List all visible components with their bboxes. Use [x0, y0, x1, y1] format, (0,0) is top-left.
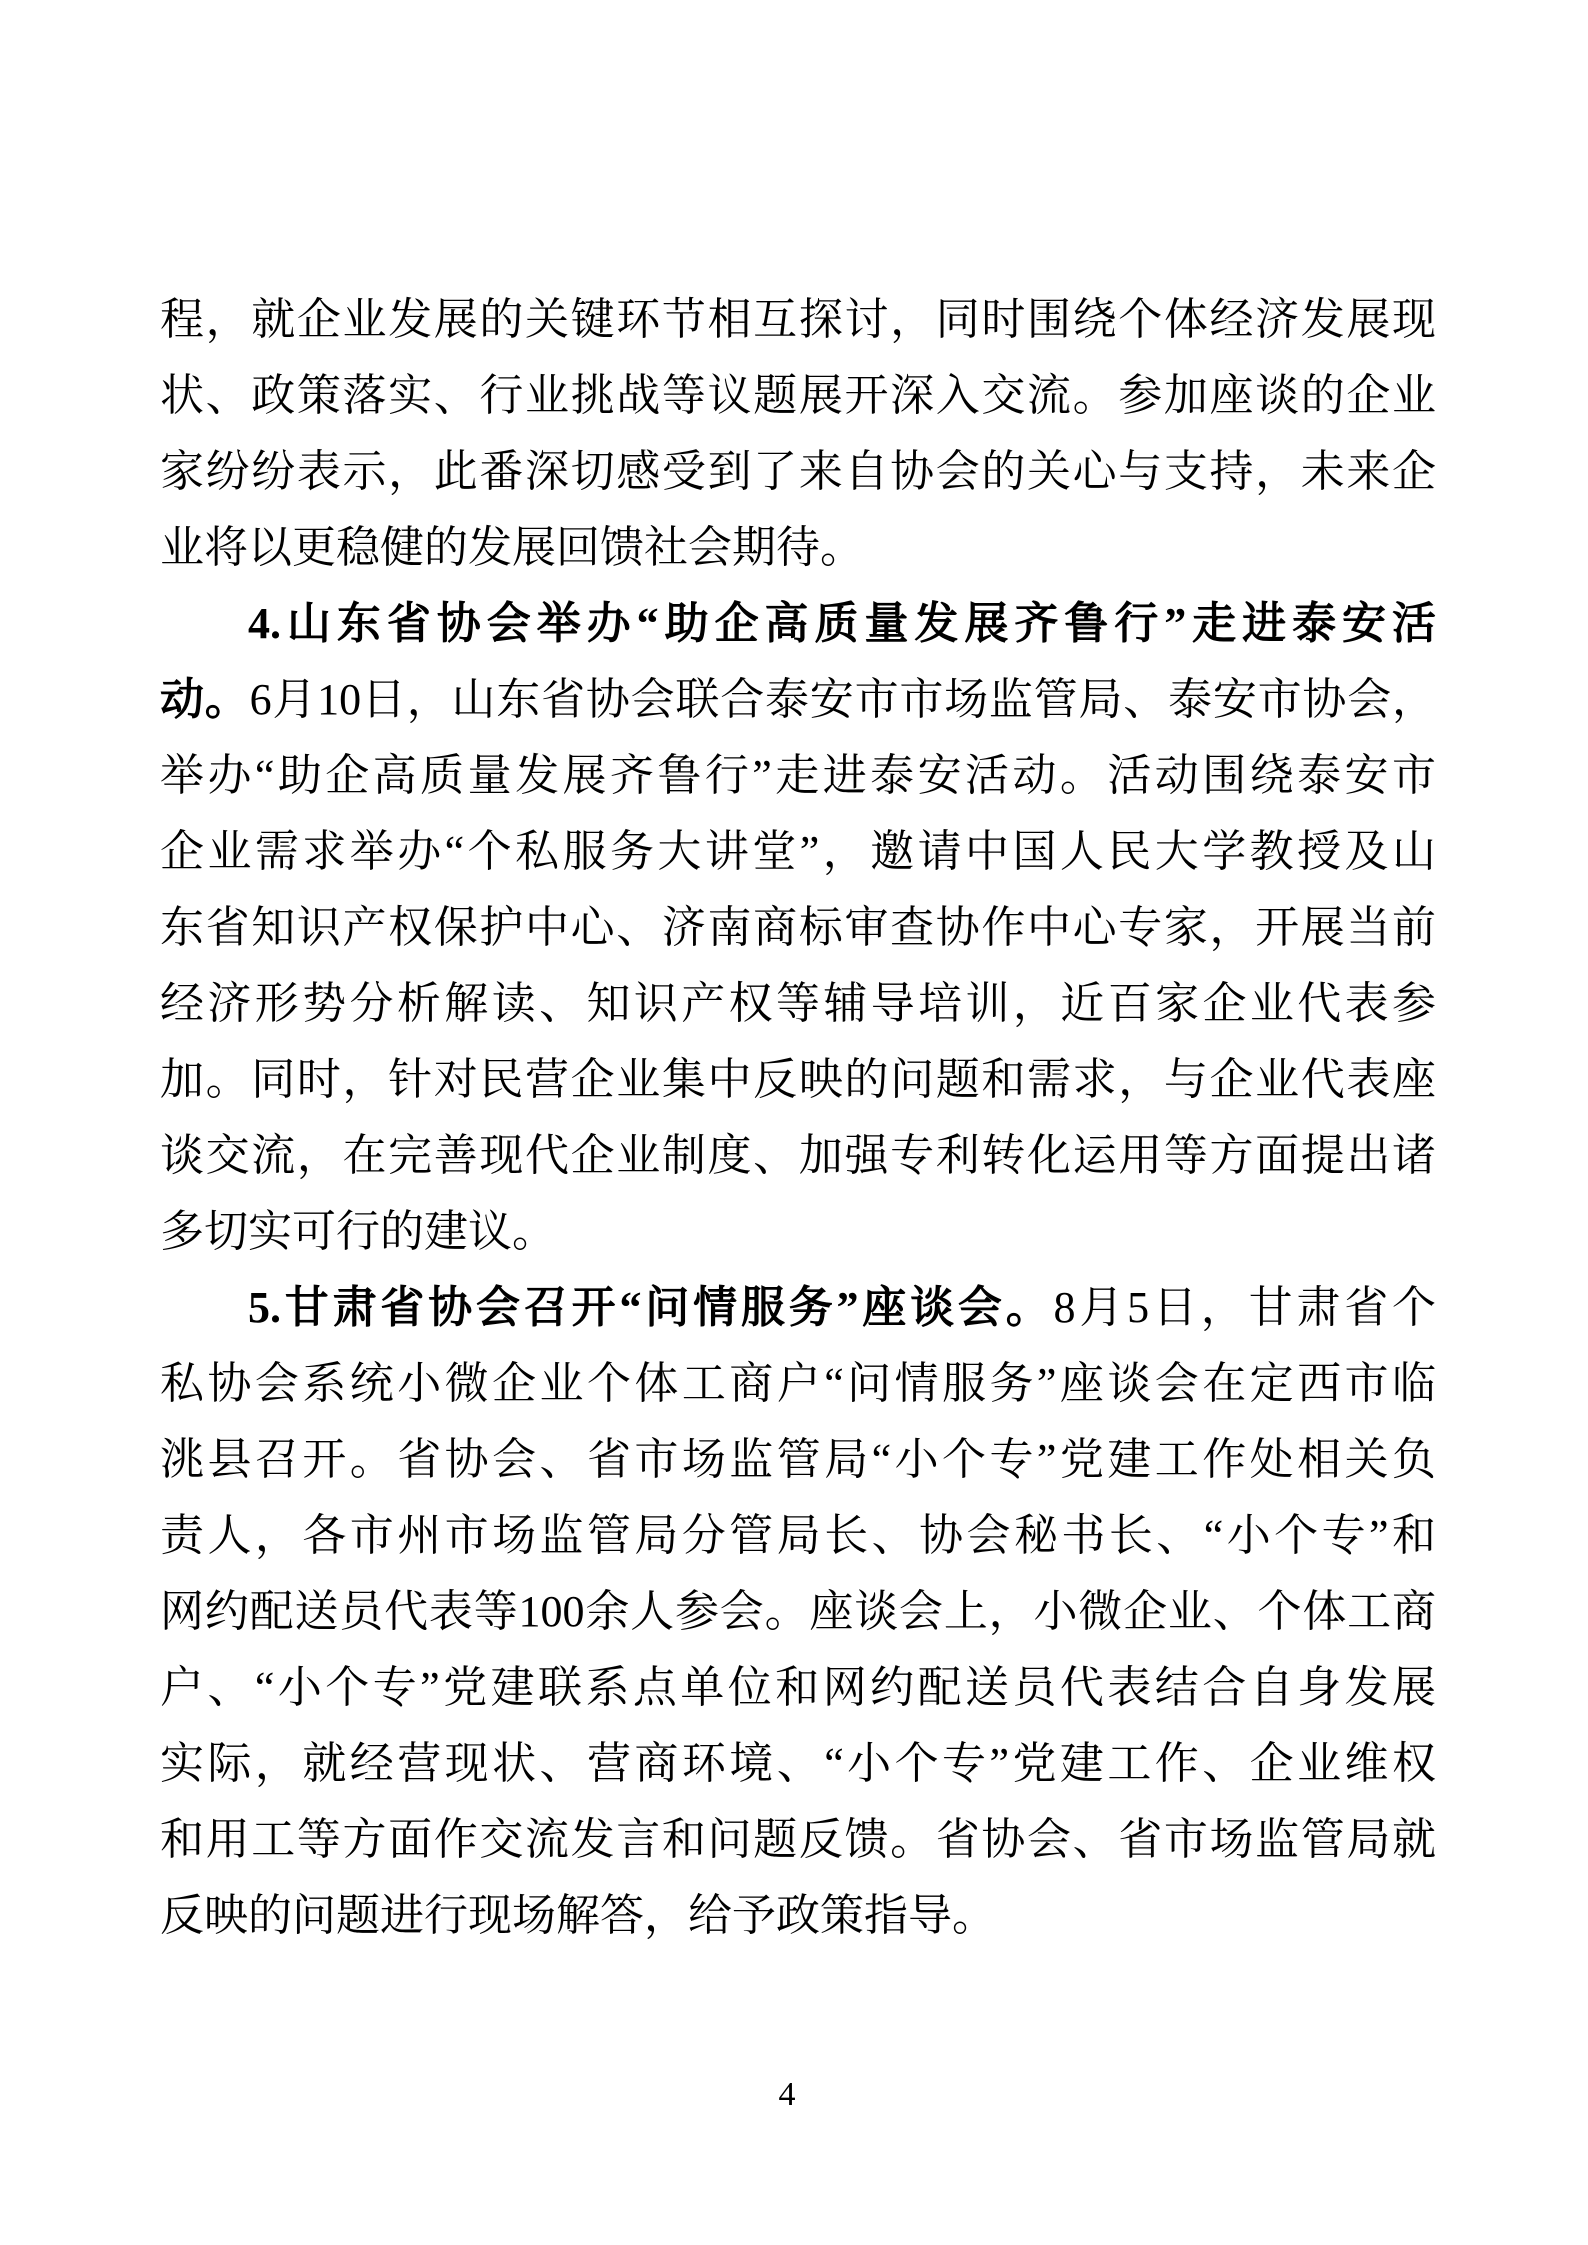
body-line-text: 程，就企业发展的关键环节相互探讨，同时围绕个体经济发展现 [160, 295, 1436, 344]
page-number: 4 [778, 2076, 796, 2113]
body-line-text: 谈交流，在完善现代企业制度、加强专利转化运用等方面提出诸 [160, 1131, 1436, 1180]
body-line-paragraph-end [160, 1194, 1436, 1270]
body-line-text: 责人，各市州市场监管局分管局长、协会秘书长、“小个专”和 [160, 1511, 1436, 1560]
body-line-text: 企业需求举办“个私服务大讲堂”，邀请中国人民大学教授及山 [160, 827, 1436, 876]
body-line-text: 业将以更稳健的发展回馈社会期待。 [160, 523, 864, 572]
body-line-text: 状、政策落实、行业挑战等议题展开深入交流。参加座谈的企业 [160, 371, 1436, 420]
body-line [160, 890, 1436, 966]
heading-item-4-line [160, 586, 1436, 662]
body-line-text: 户、“小个专”党建联系点单位和网约配送员代表结合自身发展 [160, 1663, 1436, 1712]
body-line-text: 多切实可行的建议。 [160, 1207, 556, 1256]
body-line-text: 经济形势分析解读、知识产权等辅导培训，近百家企业代表参 [160, 979, 1436, 1028]
body-line-text: 网约配送员代表等100余人参会。座谈会上，小微企业、个体工商 [160, 1587, 1436, 1636]
body-line-text: 私协会系统小微企业个体工商户“问情服务”座谈会在定西市临 [160, 1359, 1436, 1408]
body-line [160, 1726, 1436, 1802]
body-line [160, 1042, 1436, 1118]
heading-item-4-bold-text: 4.山东省协会举办“助企高质量发展齐鲁行”走进泰安活 [248, 599, 1436, 648]
body-line-paragraph-end [160, 510, 1436, 586]
body-line [160, 662, 1436, 738]
body-line [160, 814, 1436, 890]
body-line [160, 1498, 1436, 1574]
body-line [160, 1650, 1436, 1726]
body-line-text: 和用工等方面作交流发言和问题反馈。省协会、省市场监管局就 [160, 1815, 1436, 1864]
body-line [160, 738, 1436, 814]
body-line [160, 966, 1436, 1042]
body-line-text: 8月5日，甘肃省个 [1053, 1283, 1437, 1332]
heading-item-5-bold-text: 5.甘肃省协会召开“问情服务”座谈会。 [248, 1283, 1054, 1332]
body-line [160, 434, 1436, 510]
body-line-text: 东省知识产权保护中心、济南商标审查协作中心专家，开展当前 [160, 903, 1436, 952]
body-line [160, 1802, 1436, 1878]
document-body [160, 282, 1436, 1954]
heading-item-4-bold-continuation: 动。 [160, 675, 250, 724]
body-line [160, 1422, 1436, 1498]
body-line [160, 1118, 1436, 1194]
body-line-text: 家纷纷表示，此番深切感受到了来自协会的关心与支持，未来企 [160, 447, 1436, 496]
body-line-text: 实际，就经营现状、营商环境、“小个专”党建工作、企业维权 [160, 1739, 1436, 1788]
body-line-text: 洮县召开。省协会、省市场监管局“小个专”党建工作处相关负 [160, 1435, 1436, 1484]
body-line [160, 358, 1436, 434]
body-line-text: 6月10日，山东省协会联合泰安市市场监管局、泰安市协会， [249, 675, 1437, 724]
heading-item-5-line [160, 1270, 1436, 1346]
body-line [160, 1346, 1436, 1422]
body-line-text: 加。同时，针对民营企业集中反映的问题和需求，与企业代表座 [160, 1055, 1436, 1104]
body-line [160, 1574, 1436, 1650]
body-line-text: 举办“助企高质量发展齐鲁行”走进泰安活动。活动围绕泰安市 [160, 751, 1436, 800]
body-line-text: 反映的问题进行现场解答，给予政策指导。 [160, 1891, 996, 1940]
body-line-paragraph-end [160, 1878, 1436, 1954]
body-line [160, 282, 1436, 358]
